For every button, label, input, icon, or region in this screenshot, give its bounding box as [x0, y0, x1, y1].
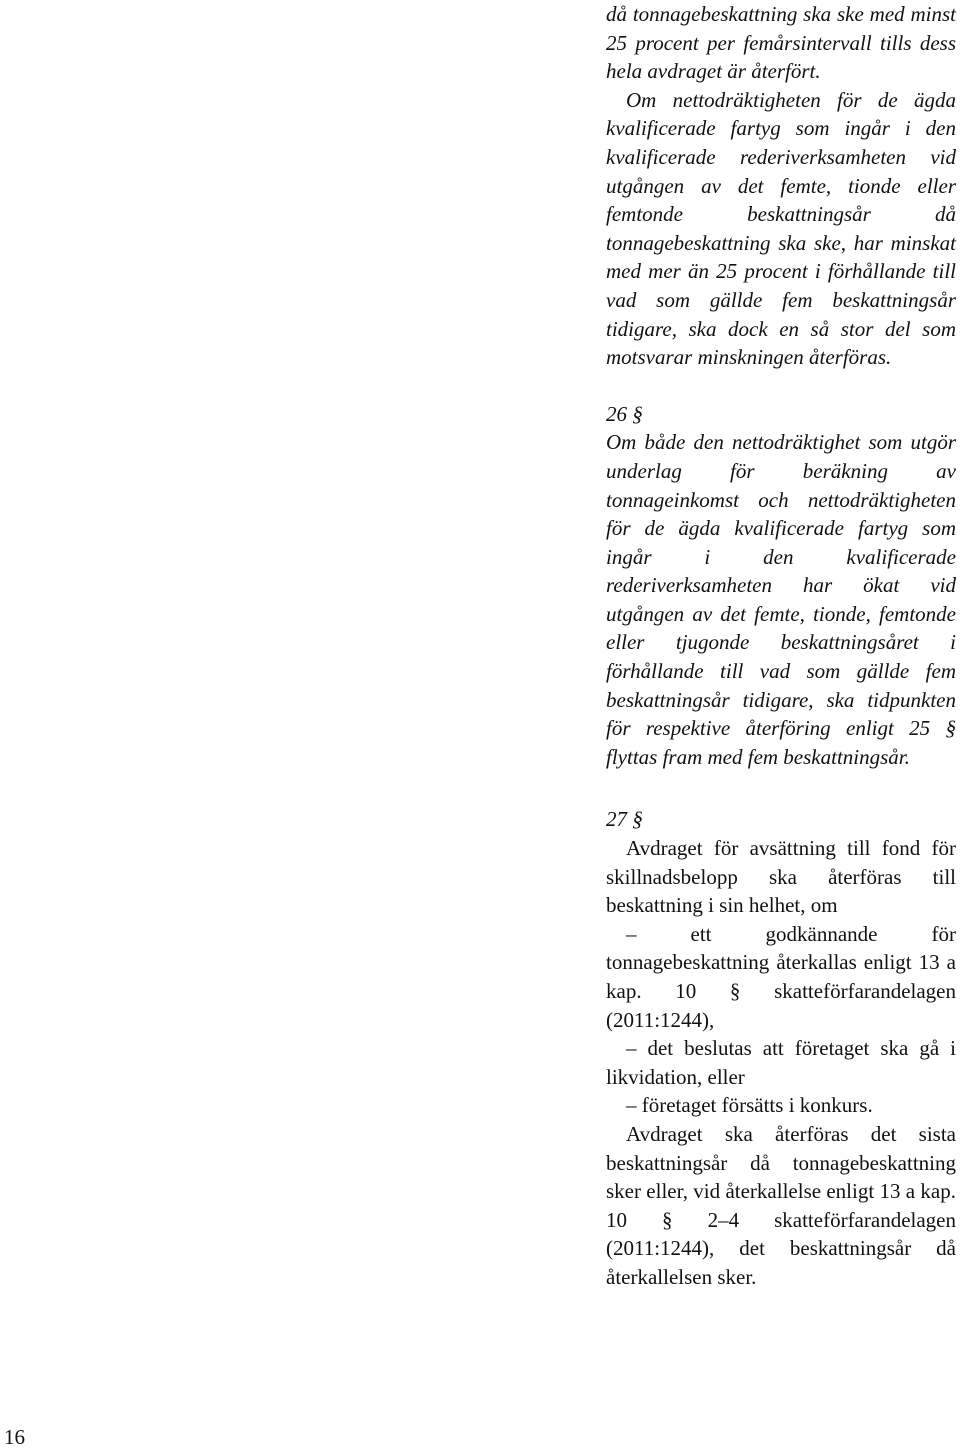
- section-26-heading: 26 §: [606, 401, 643, 426]
- text-column: [606, 0, 956, 1292]
- section-25-paragraph: Om nettodräktigheten för de ägda kvalificerade fartyg som ingår i den kvalificerade rederiverksamheten vid utgången av det femte, tionde eller femtonde beskattningsår då tonnagebeskattning ska ske, har minskat med mer än 25 procent i förhållande till vad som gällde fem beskattningsår tidigare, ska dock en så stor del som motsvarar minskningen återföras.: [606, 87, 956, 370]
- section-27-list-item: – det beslutas att företaget ska gå i likvidation, eller: [606, 1036, 956, 1089]
- section-27-intro: Avdraget för avsättning till fond för skillnadsbelopp ska återföras till beskattning i sin helhet, om: [606, 836, 956, 918]
- section-27-closing: Avdraget ska återföras det sista beskattningsår då tonnagebeskattning sker eller, vid återkallelse enligt 13 a kap. 10 § 2–4 skatteförfarandelagen (2011:1244), det beskattningsår då återkallelsen sker.: [606, 1121, 956, 1289]
- section-27-list-item: – företaget försätts i konkurs.: [626, 1093, 873, 1118]
- section-27-list-item: – ett godkännande för tonnagebeskattning återkallas enligt 13 a kap. 10 § skatteförfarandelagen (2011:1244),: [606, 921, 956, 1032]
- section-25-text-continued: då tonnagebeskattning ska ske med minst 25 procent per femårsintervall tills dess hela avdraget är återfört.: [606, 2, 956, 84]
- section-27-heading: 27 §: [606, 807, 643, 832]
- section-26-text: Om både den nettodräktighet som utgör underlag för beräkning av tonnageinkomst och nettodräktigheten för de ägda kvalificerade fartyg som ingår i den kvalificerade rederiverksamheten har ökat vid utgången av det femte, tionde, femtonde eller tjugonde beskattningsåret i förhållande till vad som gällde fem beskattningsår tidigare, ska tidpunkten för respektive återföring enligt 25 § flyttas fram med fem beskattningsår.: [606, 430, 956, 769]
- page-number: 16: [4, 1425, 25, 1449]
